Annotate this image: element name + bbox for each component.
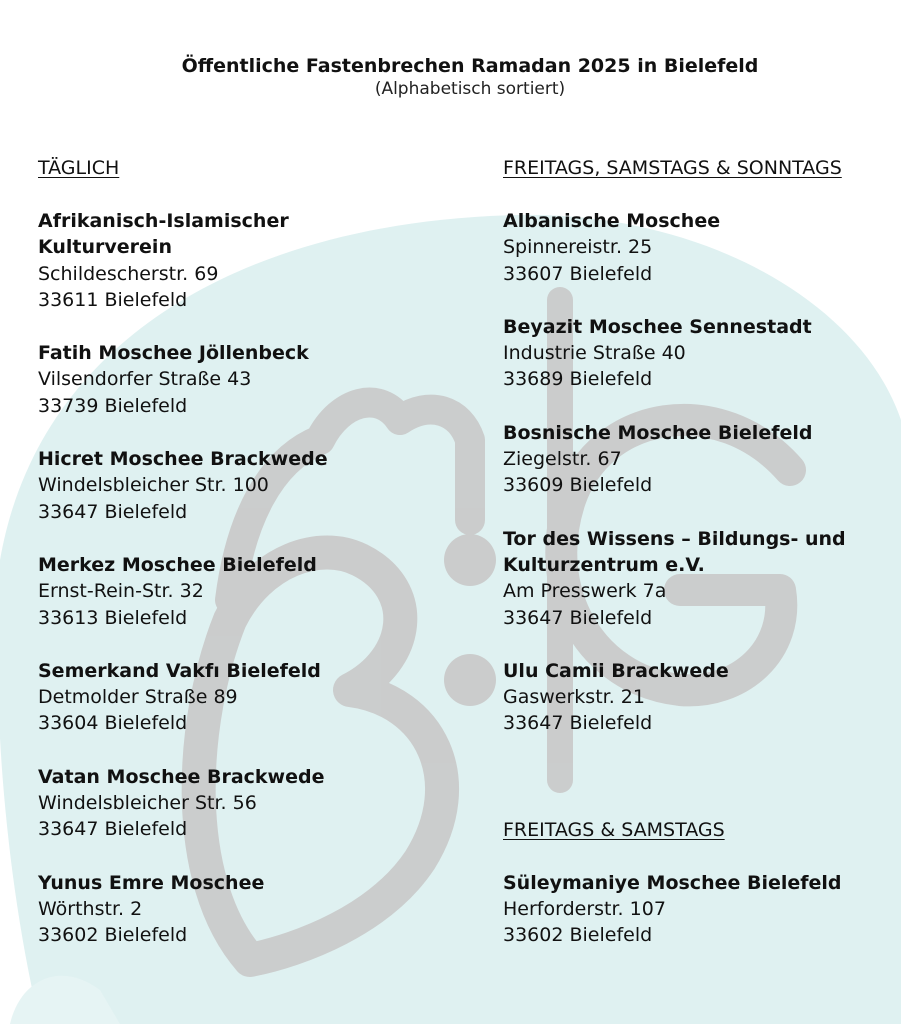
street-address: Windelsbleicher Str. 100 bbox=[38, 474, 269, 497]
street-address: Herforderstr. 107 bbox=[503, 898, 666, 921]
list-item bbox=[503, 658, 893, 737]
city-address: 33602 Bielefeld bbox=[38, 924, 188, 947]
mosque-name: Bosnische Moschee Bielefeld bbox=[503, 421, 813, 444]
city-address: 33602 Bielefeld bbox=[503, 924, 653, 947]
mosque-name: Vatan Moschee Brackwede bbox=[38, 765, 325, 788]
list-item bbox=[503, 420, 893, 499]
header bbox=[0, 54, 901, 100]
column-weekend bbox=[503, 155, 893, 976]
street-address: Vilsendorfer Straße 43 bbox=[38, 368, 252, 391]
street-address: Ernst-Rein-Str. 32 bbox=[38, 580, 204, 603]
street-address: Schildescherstr. 69 bbox=[38, 262, 219, 285]
mosque-name: Afrikanisch-Islamischer Kulturverein bbox=[38, 210, 289, 259]
list-item bbox=[38, 658, 468, 737]
list-item bbox=[38, 340, 468, 419]
street-address: Ziegelstr. 67 bbox=[503, 448, 622, 471]
city-address: 33609 Bielefeld bbox=[503, 474, 653, 497]
mosque-name: Beyazit Moschee Sennestadt bbox=[503, 315, 812, 338]
mosque-name: Semerkand Vakfı Bielefeld bbox=[38, 659, 321, 682]
column-daily bbox=[38, 155, 468, 976]
street-address: Gaswerkstr. 21 bbox=[503, 686, 645, 709]
list-item bbox=[503, 208, 893, 287]
street-address: Spinnereistr. 25 bbox=[503, 236, 653, 259]
page-title: Öffentliche Fastenbrechen Ramadan 2025 in Bielefeld bbox=[181, 55, 759, 77]
city-address: 33607 Bielefeld bbox=[503, 262, 653, 285]
list-item bbox=[38, 208, 468, 313]
list-item bbox=[503, 314, 893, 393]
city-address: 33604 Bielefeld bbox=[38, 712, 188, 735]
city-address: 33689 Bielefeld bbox=[503, 368, 653, 391]
page-subtitle: (Alphabetisch sortiert) bbox=[374, 79, 566, 99]
section-heading-daily: TÄGLICH bbox=[38, 157, 120, 179]
spacer bbox=[503, 764, 893, 817]
street-address: Industrie Straße 40 bbox=[503, 342, 686, 365]
mosque-name: Süleymaniye Moschee Bielefeld bbox=[503, 871, 842, 894]
city-address: 33739 Bielefeld bbox=[38, 394, 188, 417]
city-address: 33613 Bielefeld bbox=[38, 606, 188, 629]
street-address: Detmolder Straße 89 bbox=[38, 686, 238, 709]
city-address: 33647 Bielefeld bbox=[38, 500, 188, 523]
section-heading-fri-sat-sun: FREITAGS, SAMSTAGS & SONNTAGS bbox=[503, 157, 842, 179]
list-item bbox=[503, 526, 893, 631]
list-item bbox=[38, 446, 468, 525]
street-address: Windelsbleicher Str. 56 bbox=[38, 792, 257, 815]
city-address: 33647 Bielefeld bbox=[503, 712, 653, 735]
mosque-name: Tor des Wissens – Bildungs- und Kulturzentrum e.V. bbox=[503, 527, 846, 576]
mosque-name: Albanische Moschee bbox=[503, 210, 721, 232]
list-item bbox=[38, 764, 468, 843]
list-item bbox=[38, 552, 468, 631]
mosque-name: Yunus Emre Moschee bbox=[38, 871, 265, 894]
mosque-name: Fatih Moschee Jöllenbeck bbox=[38, 342, 309, 365]
list-item bbox=[503, 870, 893, 949]
city-address: 33647 Bielefeld bbox=[38, 818, 188, 841]
city-address: 33611 Bielefeld bbox=[38, 288, 188, 311]
street-address: Wörthstr. 2 bbox=[38, 897, 143, 920]
list-item bbox=[38, 870, 468, 949]
street-address: Am Presswerk 7a bbox=[503, 580, 667, 603]
mosque-name: Ulu Camii Brackwede bbox=[503, 659, 729, 682]
mosque-name: Merkez Moschee Bielefeld bbox=[38, 553, 317, 576]
section-heading-fri-sat: FREITAGS & SAMSTAGS bbox=[503, 818, 725, 841]
mosque-name: Hicret Moschee Brackwede bbox=[38, 448, 328, 471]
city-address: 33647 Bielefeld bbox=[503, 606, 653, 629]
